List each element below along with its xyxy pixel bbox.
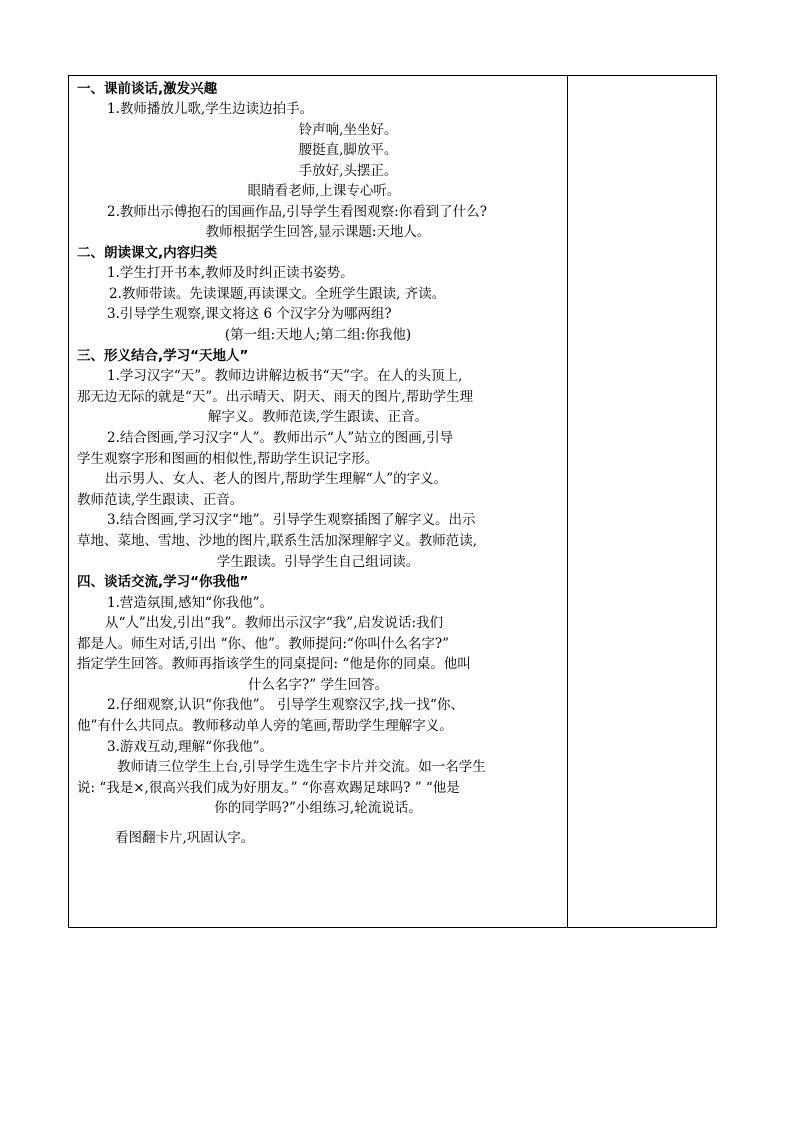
paragraph: 什么名字?” 学生回答。	[248, 677, 388, 693]
paragraph: 从“人”出发,引出“我”。教师出示汉字“我”,启发说话:我们	[105, 615, 444, 631]
paragraph: 都是人。师生对话,引出 “你、他”。教师提问:“你叫什么名字?”	[77, 636, 449, 652]
notes-cell	[568, 76, 716, 927]
paragraph: (第一组:天地人;第二组:你我他)	[224, 327, 412, 343]
paragraph: 3.游戏互动,理解“你我他”。	[107, 739, 273, 755]
paragraph: 2.结合图画,学习汉字“人”。教师出示“人”站立的图画,引导	[107, 430, 454, 446]
section-heading-3: 三、形义结合,学习“天地人”	[77, 348, 249, 364]
rhyme-line: 手放好,头摆正。	[298, 163, 398, 179]
paragraph: 教师根据学生回答,显示课题:天地人。	[205, 224, 431, 240]
paragraph: 学生跟读。引导学生自己组词读。	[216, 554, 420, 570]
paragraph: 他”有什么共同点。教师移动单人旁的笔画,帮助学生理解字义。	[77, 718, 453, 734]
paragraph: 2.仔细观察,认识“你我他”。 引导学生观察汉字,找一找“你、	[107, 697, 464, 713]
paragraph: 2.教师出示傅抱石的国画作品,引导学生看图观察:你看到了什么?	[107, 204, 487, 220]
section-heading-4: 四、谈话交流,学习“你我他”	[77, 574, 249, 590]
section-heading-2: 二、朗读课文,内容归类	[77, 245, 218, 261]
paragraph: 指定学生回答。教师再指该学生的同桌提问: “他是你的同桌。他叫	[77, 656, 471, 672]
paragraph: 出示男人、女人、老人的图片,帮助学生理解“人”的字义。	[105, 471, 448, 487]
lesson-table	[68, 75, 717, 928]
paragraph: 说: “我是×,很高兴我们成为好朋友。” “你喜欢踢足球吗? ” “他是	[77, 780, 460, 796]
paragraph: 教师范读,学生跟读、正音。	[77, 492, 244, 508]
paragraph: 解字义。教师范读,学生跟读、正音。	[207, 409, 429, 425]
paragraph: 草地、菜地、雪地、沙地的图片,联系生活加深理解字义。教师范读,	[77, 533, 478, 549]
section-heading-1: 一、课前谈话,激发兴趣	[77, 81, 218, 97]
paragraph: 3.结合图画,学习汉字“地”。引导学生观察插图了解字义。出示	[107, 512, 476, 528]
paragraph: 1.营造氛围,感知“你我他”。	[107, 595, 273, 611]
paragraph: 教师请三位学生上台,引导学生选生字卡片并交流。如一名学生	[117, 759, 486, 775]
paragraph: 1.学习汉字“天”。教师边讲解边板书“天”字。在人的头顶上,	[107, 368, 463, 384]
paragraph: 2.教师带读。先读课题,再读课文。全班学生跟读, 齐读。	[109, 286, 446, 302]
rhyme-line: 眼睛看老师,上课专心听。	[247, 183, 401, 199]
paragraph: 学生观察字形和图画的相似性,帮助学生识记字形。	[77, 451, 379, 467]
paragraph: 1.学生打开书本,教师及时纠正读书姿势。	[107, 265, 354, 281]
rhyme-line: 铃声响,坐坐好。	[298, 122, 398, 138]
rhyme-line: 腰挺直,脚放平。	[298, 142, 398, 158]
paragraph: 那无边无际的就是“天”。出示晴天、阴天、雨天的图片,帮助学生理	[77, 389, 474, 405]
paragraph: 1.教师播放儿歌,学生边读边拍手。	[107, 101, 314, 117]
paragraph: 看图翻卡片,巩固认字。	[115, 830, 255, 846]
lesson-content-cell	[69, 76, 567, 927]
paragraph: 你的同学吗?”小组练习,轮流说话。	[214, 800, 422, 816]
paragraph: 3.引导学生观察,课文将这 6 个汉字分为哪两组?	[107, 306, 392, 322]
